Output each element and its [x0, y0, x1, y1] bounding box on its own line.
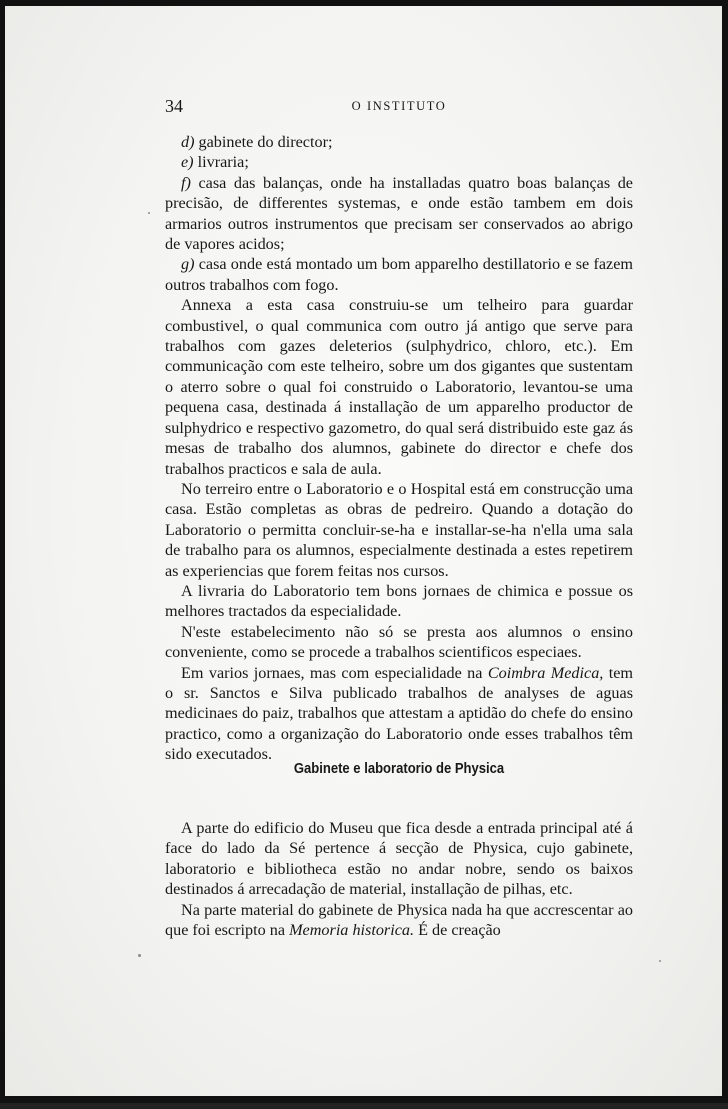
book-title: Memoria historica. — [289, 921, 415, 940]
body-text-upper — [165, 132, 633, 765]
text-run: Em varios jornaes, mas com especialidade na — [181, 663, 488, 682]
list-item-text: casa onde está montado um bom apparelho destillatorio e se fazem outros trabalhos com fogo. — [165, 255, 633, 294]
paragraph-memoria — [165, 900, 633, 941]
paragraph-ensino: N'este estabelecimento não só se presta aos alumnos o ensino conveniente, como se procede a trabalhos scientificos especiaes. — [165, 622, 633, 662]
list-item — [165, 254, 633, 295]
list-item-text: gabinete do director; — [194, 133, 333, 151]
page-number: 34 — [165, 96, 183, 116]
section-heading: Gabinete e laboratorio de Physica — [293, 761, 505, 777]
paragraph-terreiro: No terreiro entre o Laboratorio e o Hospital está em construcção uma casa. Estão completas as obras de pedreiro. Quando a dotação do Laboratorio o permitta concluir-se-ha e installar-se-ha n'ella uma sala de trabalho para os alumnos, especialmente destinada a estes repetirem as experiencias que forem feitas nos cursos. — [165, 479, 633, 580]
list-item — [165, 173, 633, 255]
running-title: O INSTITUTO — [351, 99, 447, 113]
list-item-text: casa das balanças, onde ha installadas quatro boas balanças de precisão, de differentes systemas, e onde estão tambem em dois armarios outros instrumentos que precisam ser conservados ao abrigo de vapores acidos; — [165, 173, 633, 254]
text-run: tem o sr. Sanctos e Silva publicado trabalhos de analyses de aguas medicinaes do paiz, trabalhos que attestam a aptidão do chefe do ensino practico, como a organização do Laboratorio onde esses trabalhos têm sido executados. — [165, 663, 633, 764]
paragraph-jornaes — [165, 663, 633, 765]
list-item-label: d) — [181, 133, 195, 151]
paper-speck — [659, 960, 661, 962]
running-head — [165, 94, 633, 118]
paper-speck — [138, 954, 141, 957]
paragraph-livraria: A livraria do Laboratorio tem bons jornaes de chimica e possue os melhores tractados da especialidade. — [165, 581, 633, 621]
text-run: É de creação — [414, 921, 501, 940]
page-content — [5, 6, 728, 1109]
paper-speck — [148, 212, 150, 214]
list-item-label: e) — [181, 153, 194, 172]
list-item-label: f) — [181, 173, 191, 192]
body-text-lower — [165, 818, 633, 940]
journal-title: Coimbra Medica, — [487, 663, 604, 682]
list-item — [165, 132, 633, 152]
paragraph-edificio: A parte do edificio do Museu que fica desde a entrada principal até á face do lado da Sé pertence á secção de Physica, cujo gabinete, laboratorio e bibliotheca estão no andar nobre, sendo os baixos destinados á arrecadação de material, installação de pilhas, etc. — [165, 819, 633, 899]
paragraph-annexa: Annexa a esta casa construiu-se um telheiro para guardar combustivel, o qual communica com outro já antigo que serve para trabalhos com gazes deleterios (sulphydrico, chloro, etc.). Em communicação com este telheiro, sobre um dos gigantes que sustentam o aterro sobre o qual foi construido o Laboratorio, levantou-se uma pequena casa, destinada á installação de um apparelho productor de sulphydrico e respectivo gazometro, do qual será distribuido este gaz ás mesas de trabalho dos alumnos, gabinete do director e chefe dos trabalhos practicos e sala de aula. — [165, 296, 633, 478]
text-run: Na parte material do gabinete de Physica nada ha que accrescentar ao que foi escripto na — [165, 900, 633, 940]
list-item-text: livraria; — [193, 153, 249, 172]
list-item — [165, 152, 633, 172]
list-item-label: g) — [181, 255, 195, 274]
